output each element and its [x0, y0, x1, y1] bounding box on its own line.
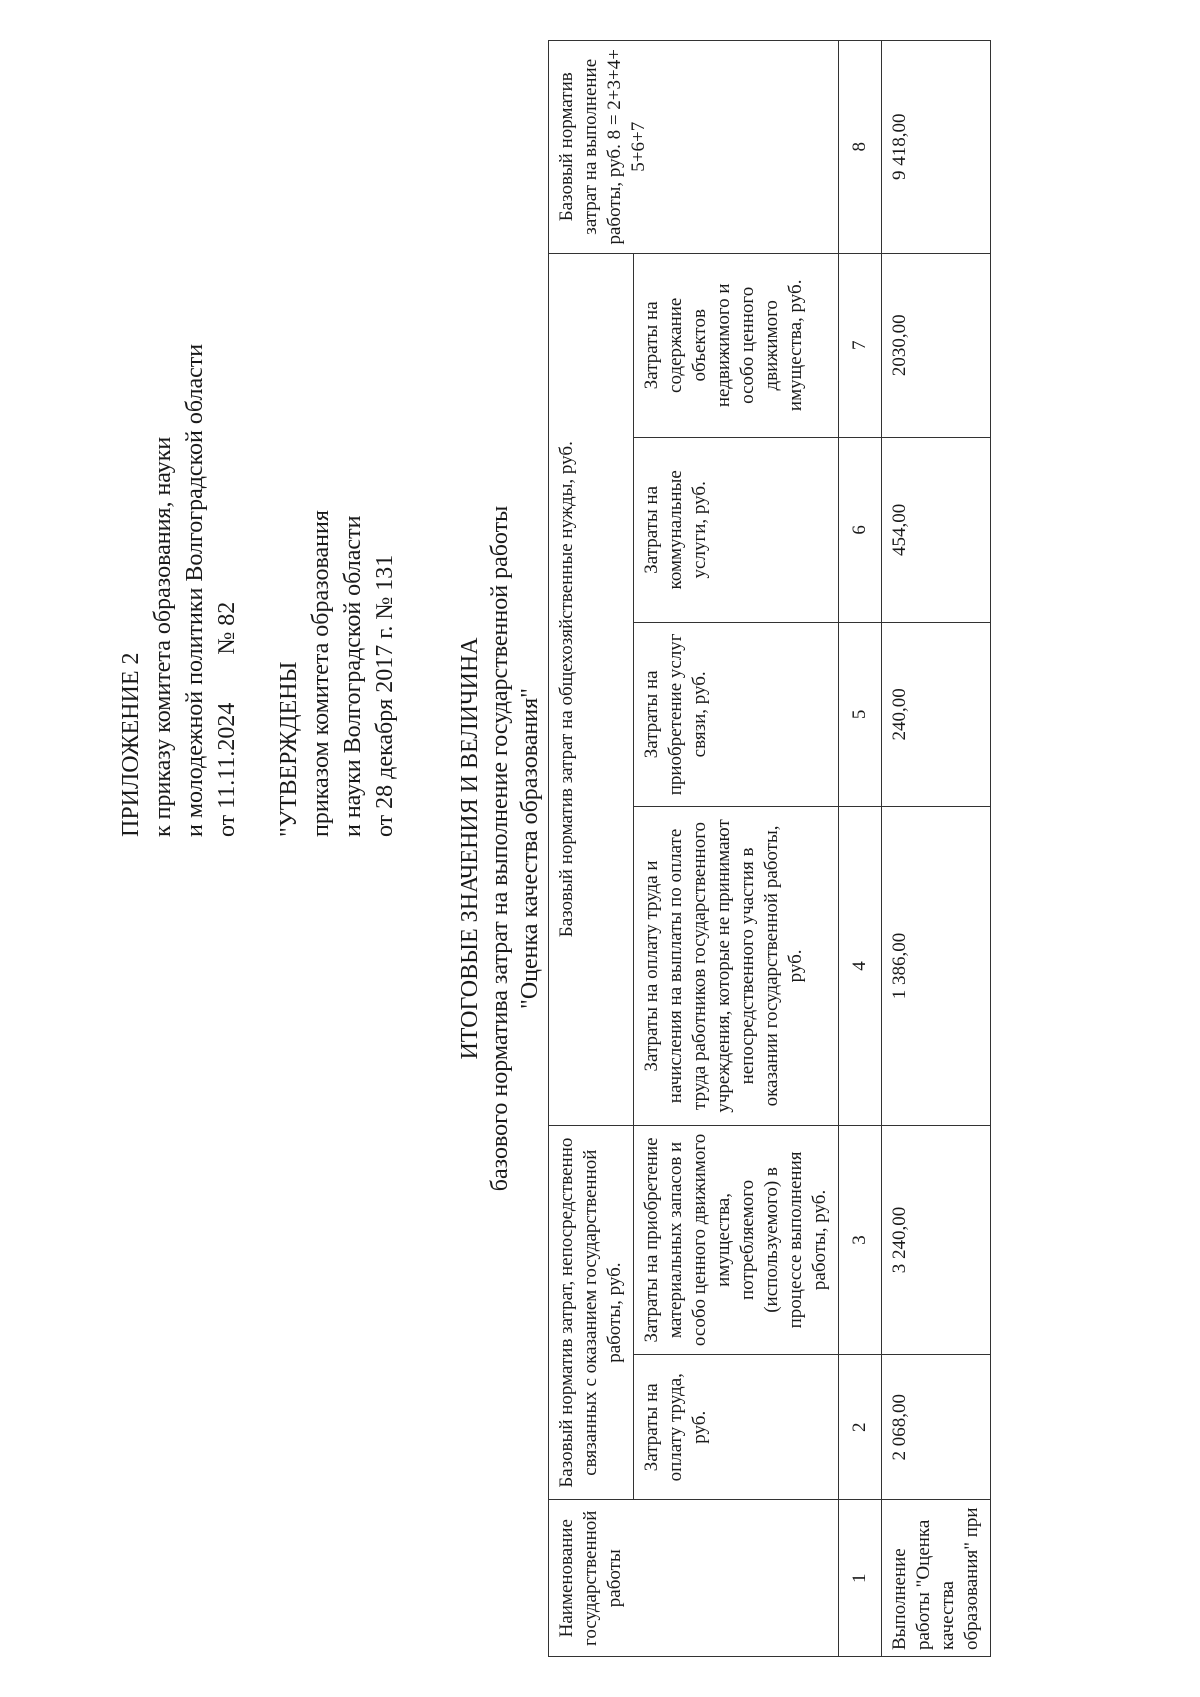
subheader-communications: Затраты на приобретение услуг связи, руб.: [634, 622, 839, 807]
col-number: 4: [839, 807, 882, 1126]
subheader-property: Затраты на содержание объектов недвижимого и особо ценного движимого имущества, руб.: [634, 253, 839, 438]
value-total: 9 418,00: [882, 41, 991, 254]
subheader-labor: Затраты на оплату труда, руб.: [634, 1355, 839, 1500]
approved-title: "УТВЕРЖДЕНЫ: [276, 661, 302, 837]
value-communications: 240,00: [882, 622, 991, 807]
value-materials: 3 240,00: [882, 1125, 991, 1354]
appendix-date: от 11.11.2024: [214, 702, 240, 837]
col-number: 8: [839, 41, 882, 254]
col-number: 3: [839, 1125, 882, 1354]
col-number: 7: [839, 253, 882, 438]
title-line-3: "Оценка качества образования": [517, 688, 543, 1009]
approved-line-3: от 28 декабря 2017 г. № 131: [372, 554, 398, 837]
col-number: 2: [839, 1355, 882, 1500]
subheader-staff: Затраты на оплату труда и начисления на выплаты по оплате труда работников государственного учреждения, которые не принимают непосредственного участия в оказании государственной работы, руб.: [634, 807, 839, 1126]
appendix-line-2: и молодежной политики Волгоградской области: [182, 343, 208, 837]
subheader-materials: Затраты на приобретение материальных запасов и особо ценного движимого имущества, потребляемого (используемого) в процессе выполнения работы, руб.: [634, 1125, 839, 1354]
value-staff: 1 386,00: [882, 807, 991, 1126]
appendix-title: ПРИЛОЖЕНИЕ 2: [118, 652, 144, 837]
subheader-utilities: Затраты на коммунальные услуги, руб.: [634, 438, 839, 623]
approved-line-1: приказом комитета образования: [308, 510, 334, 837]
col-number: 5: [839, 622, 882, 807]
header-direct-costs: Базовый норматив затрат, непосредственно связанных с оказанием государственной работы, руб.: [549, 1125, 634, 1500]
title-line-2: базового норматива затрат на выполнение государственной работы: [487, 505, 513, 1192]
value-utilities: 454,00: [882, 438, 991, 623]
table-row: [882, 41, 991, 1657]
appendix-line-1: к приказу комитета образования, науки: [150, 436, 176, 837]
col-number: 1: [839, 1500, 882, 1657]
norm-table: [548, 40, 991, 1657]
value-property: 2030,00: [882, 253, 991, 438]
document-title: [455, 0, 545, 1697]
column-number-row: [839, 41, 882, 1657]
row-work-name: Выполнение работы "Оценка качества образования" при: [882, 1500, 991, 1657]
appendix-date-line: [211, 344, 243, 837]
table-header-row-2: [634, 41, 839, 1657]
title-line-1: ИТОГОВЫЕ ЗНАЧЕНИЯ И ВЕЛИЧИНА: [457, 637, 483, 1060]
header-block: [115, 344, 401, 837]
table-header-row-1: [549, 41, 634, 1657]
col-number: 6: [839, 438, 882, 623]
header-work-name: Наименование государственной работы: [549, 1500, 839, 1657]
header-general-costs: Базовый норматив затрат на общехозяйственные нужды, руб.: [549, 253, 634, 1125]
appendix-number: № 82: [214, 601, 240, 655]
approved-line-2: и науки Волгоградской области: [340, 515, 366, 837]
header-total-norm: Базовый норматив затрат на выполнение работы, руб. 8 = 2+3+4+ 5+6+7: [549, 41, 839, 254]
value-labor: 2 068,00: [882, 1355, 991, 1500]
